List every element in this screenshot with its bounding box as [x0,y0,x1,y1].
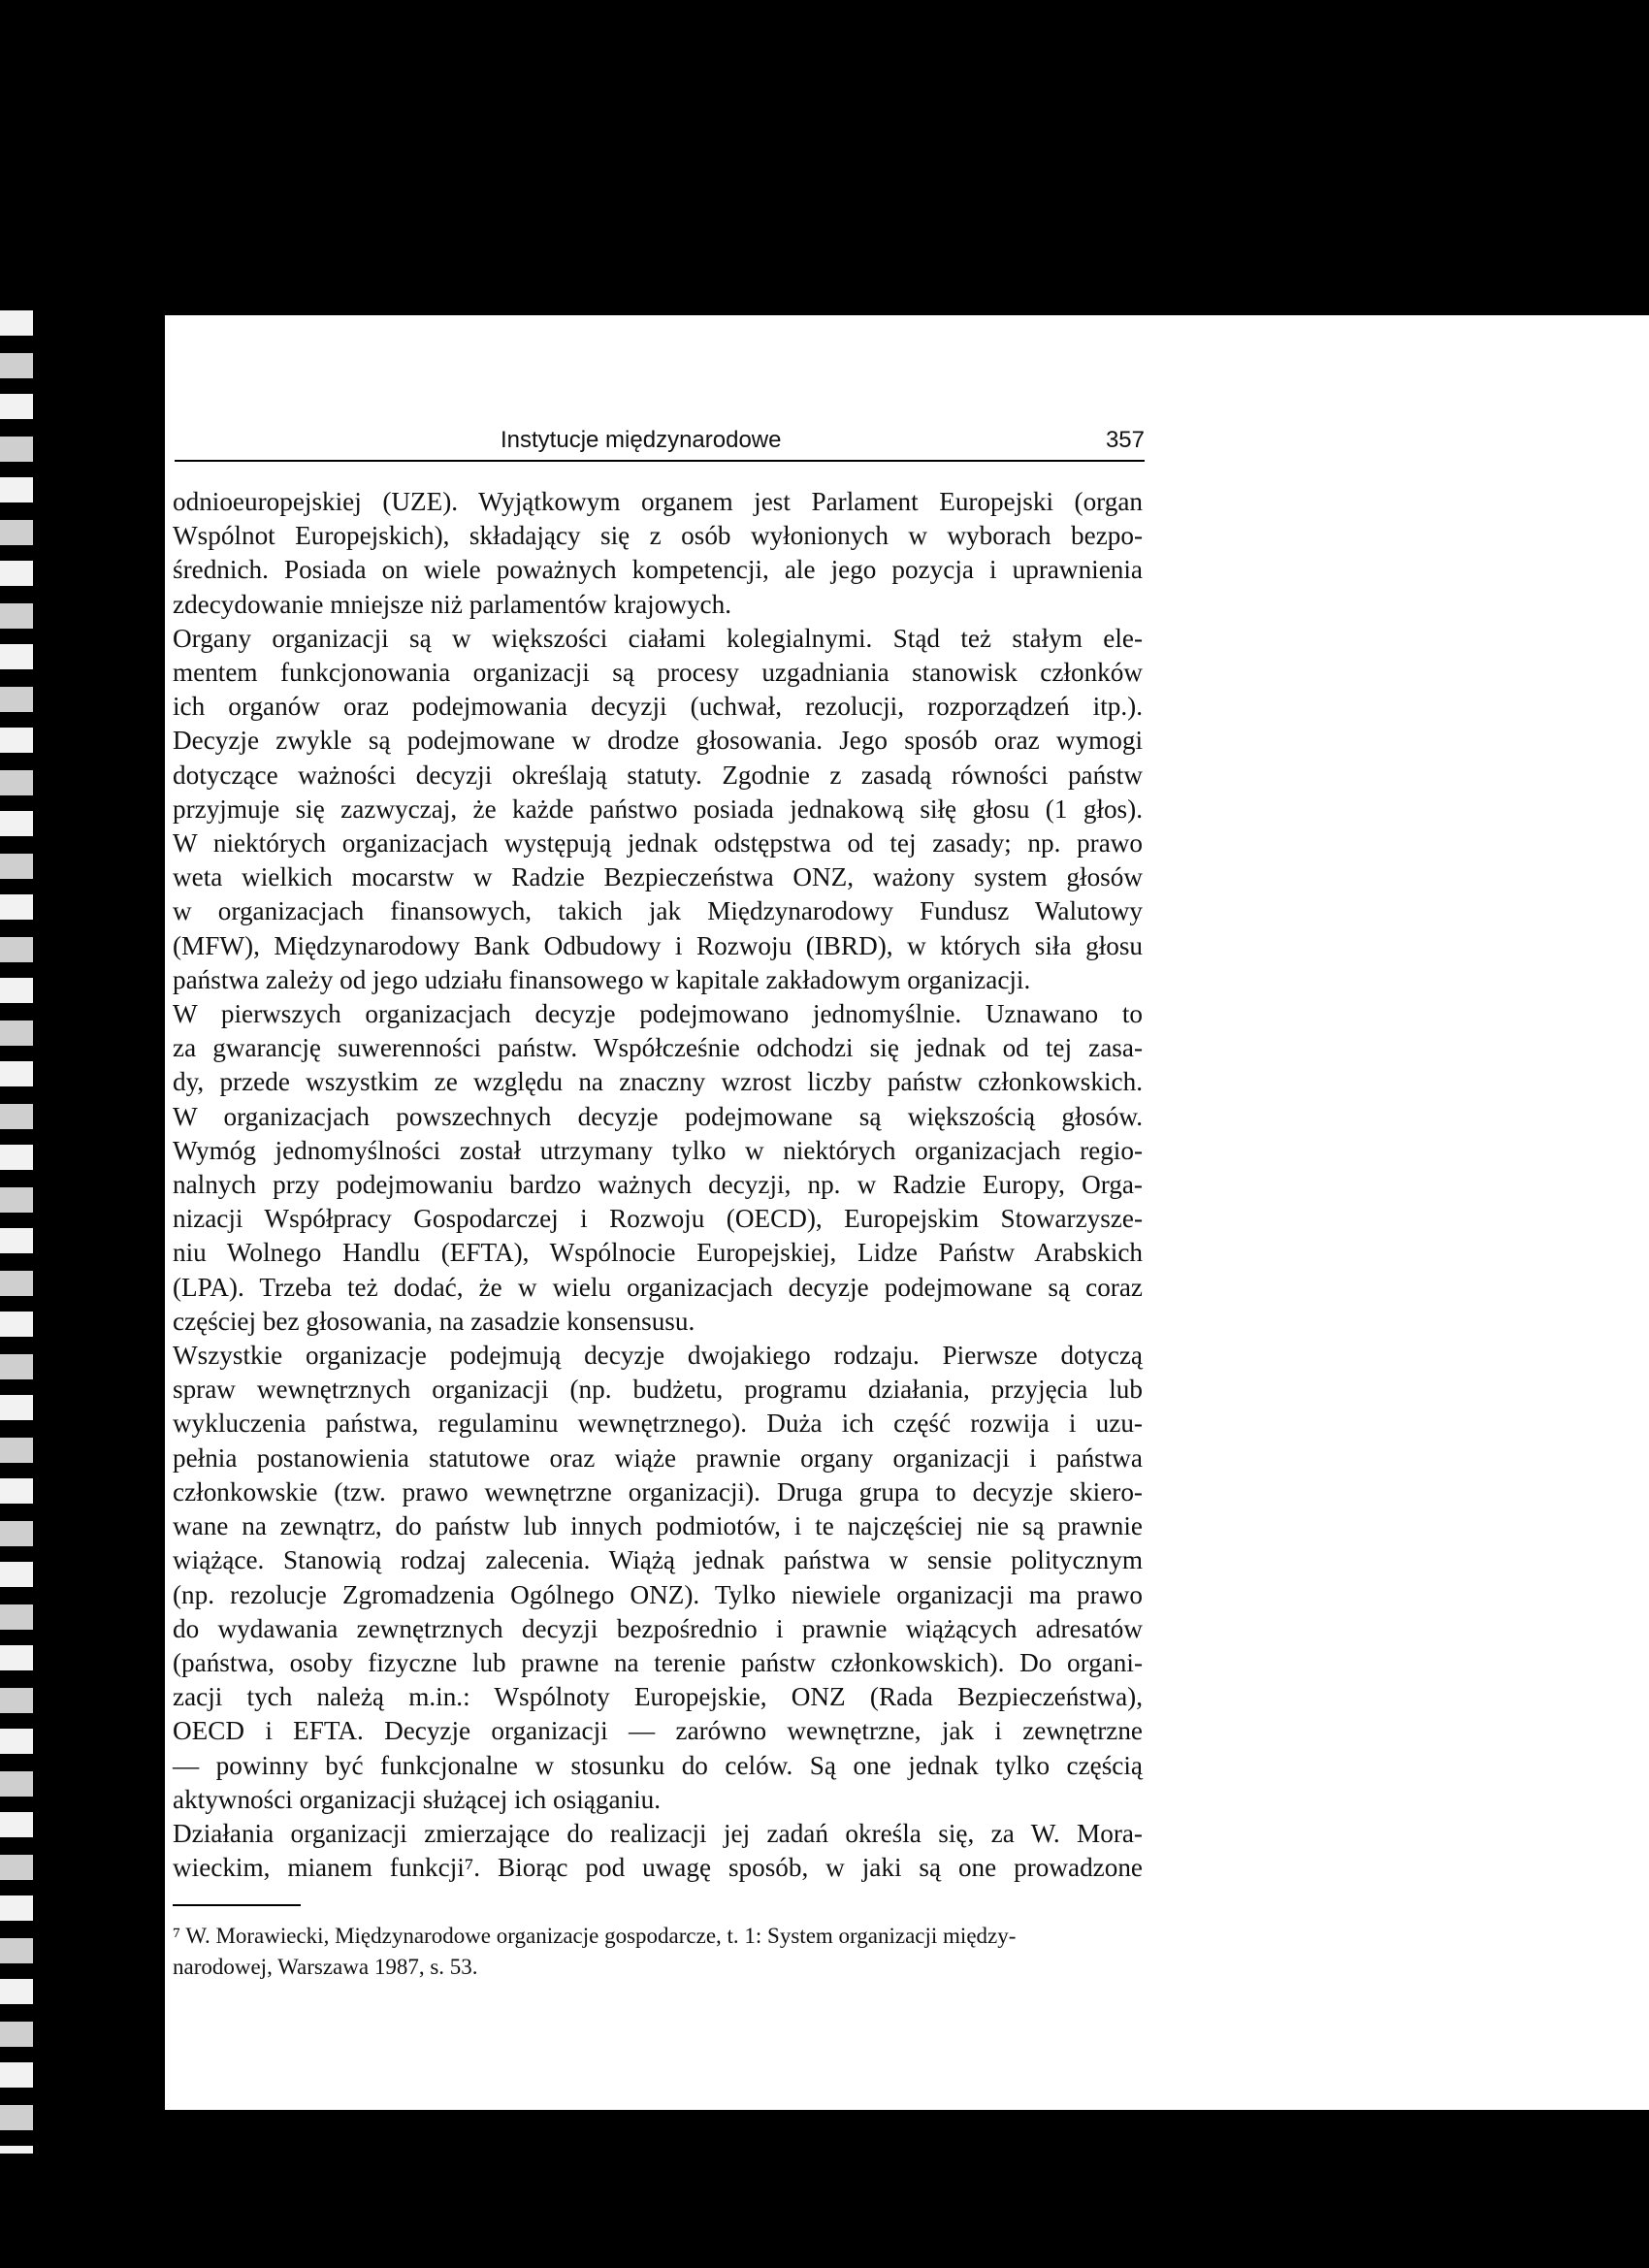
footnote-line: ⁷ W. Morawiecki, Międzynarodowe organizacje gospodarcze, t. 1: System organizacji między- [173,1924,1017,1948]
body-line: Wymóg jednomyślności został utrzymany tylko w niektórych organizacjach regio- [173,1135,1143,1165]
body-line: weta wielkich mocarstw w Radzie Bezpieczeństwa ONZ, ważony system głosów [173,862,1143,892]
body-line: za gwarancję suwerenności państw. Współcześnie odchodzi się jednak od tej zasa- [173,1033,1143,1063]
body-line: odnioeuropejskiej (UZE). Wyjątkowym organem jest Parlament Europejski (organ [173,487,1143,516]
footnote-line: narodowej, Warszawa 1987, s. 53. [173,1955,478,1979]
body-line: Wszystkie organizacje podejmują decyzje dwojakiego rodzaju. Pierwsze dotyczą [173,1341,1143,1371]
body-line: Wspólnot Europejskich), składający się z osób wyłonionych w wyborach bezpo- [173,521,1143,551]
body-line: wane na zewnątrz, do państw lub innych podmiotów, i te najczęściej nie są prawnie [173,1511,1143,1541]
body-line: średnich. Posiada on wiele poważnych kompetencji, ale jego pozycja i uprawnienia [173,555,1143,585]
running-header-title: Instytucje międzynarodowe [501,427,782,453]
running-header [175,427,1145,462]
body-line: do wydawania zewnętrznych decyzji bezpośrednio i prawnie wiążących adresatów [173,1613,1143,1643]
body-line: zacji tych należą m.in.: Wspólnoty Europejskie, ONZ (Rada Bezpieczeństwa), [173,1682,1143,1712]
scan-left-edge [0,310,33,2154]
body-line: wiążące. Stanowią rodzaj zalecenia. Wiążą jednak państwa w sensie politycznym [173,1545,1143,1575]
body-line: wieckim, mianem funkcji⁷. Biorąc pod uwagę sposób, w jaki są one prowadzone [173,1853,1143,1883]
body-line: dy, przede wszystkim ze względu na znaczny wzrost liczby państw członkowskich. [173,1067,1143,1097]
body-line: nizacji Współpracy Gospodarczej i Rozwoju (OECD), Europejskim Stowarzysze- [173,1204,1143,1234]
body-line: W pierwszych organizacjach decyzje podejmowano jednomyślnie. Uznawano to [173,999,1143,1029]
body-line: OECD i EFTA. Decyzje organizacji — zarówno wewnętrzne, jak i zewnętrzne [173,1716,1143,1746]
body-line: w organizacjach finansowych, takich jak Międzynarodowy Fundusz Walutowy [173,896,1143,926]
body-line: spraw wewnętrznych organizacji (np. budżetu, programu działania, przyjęcia lub [173,1375,1143,1405]
body-line: wykluczenia państwa, regulaminu wewnętrznego). Duża ich część rozwija i uzu- [173,1409,1143,1439]
body-line: Działania organizacji zmierzające do realizacji jej zadań określa się, za W. Mora- [173,1818,1143,1848]
body-line: niu Wolnego Handlu (EFTA), Wspólnocie Europejskiej, Lidze Państw Arabskich [173,1238,1143,1268]
body-line: W niektórych organizacjach występują jednak odstępstwa od tej zasady; np. prawo [173,828,1143,859]
body-line: częściej bez głosowania, na zasadzie konsensusu. [173,1306,695,1336]
body-line: Organy organizacji są w większości ciałami kolegialnymi. Stąd też stałym ele- [173,623,1143,653]
body-line: dotyczące ważności decyzji określają statuty. Zgodnie z zasadą równości państw [173,760,1143,790]
body-line: aktywności organizacji służącej ich osiąganiu. [173,1784,662,1814]
body-line: W organizacjach powszechnych decyzje podejmowane są większością głosów. [173,1101,1143,1131]
footnote-rule [173,1904,301,1906]
body-line: członkowskie (tzw. prawo wewnętrzne organizacji). Druga grupa to decyzje skiero- [173,1476,1143,1507]
body-line: ich organów oraz podejmowania decyzji (uchwał, rezolucji, rozporządzeń itp.). [173,692,1143,722]
body-line: państwa zależy od jego udziału finansowego w kapitale zakładowym organizacji. [173,964,1031,994]
body-line: zdecydowanie mniejsze niż parlamentów krajowych. [173,589,731,619]
body-text [173,485,1143,1885]
body-line: (LPA). Trzeba też dodać, że w wielu organizacjach decyzje podejmowane są coraz [173,1272,1143,1302]
body-line: Decyzje zwykle są podejmowane w drodze głosowania. Jego sposób oraz wymogi [173,726,1143,756]
body-line: przyjmuje się zazwyczaj, że każde państwo posiada jednakową siłę głosu (1 głos). [173,794,1143,824]
body-line: pełnia postanowienia statutowe oraz wiąże prawnie organy organizacji i państwa [173,1442,1143,1473]
body-line: mentem funkcjonowania organizacji są procesy uzgadniania stanowisk członków [173,658,1143,688]
body-line: nalnych przy podejmowaniu bardzo ważnych decyzji, np. w Radzie Europy, Orga- [173,1170,1143,1200]
body-line: — powinny być funkcjonalne w stosunku do celów. Są one jednak tylko częścią [173,1750,1143,1780]
body-line: (np. rezolucje Zgromadzenia Ogólnego ONZ). Tylko niewiele organizacji ma prawo [173,1579,1143,1609]
footnote [173,1921,1143,1983]
body-line: (MFW), Międzynarodowy Bank Odbudowy i Rozwoju (IBRD), w których siła głosu [173,930,1143,960]
page-number: 357 [1105,427,1145,453]
body-line: (państwa, osoby fizyczne lub prawne na terenie państw członkowskich). Do organi- [173,1647,1143,1677]
